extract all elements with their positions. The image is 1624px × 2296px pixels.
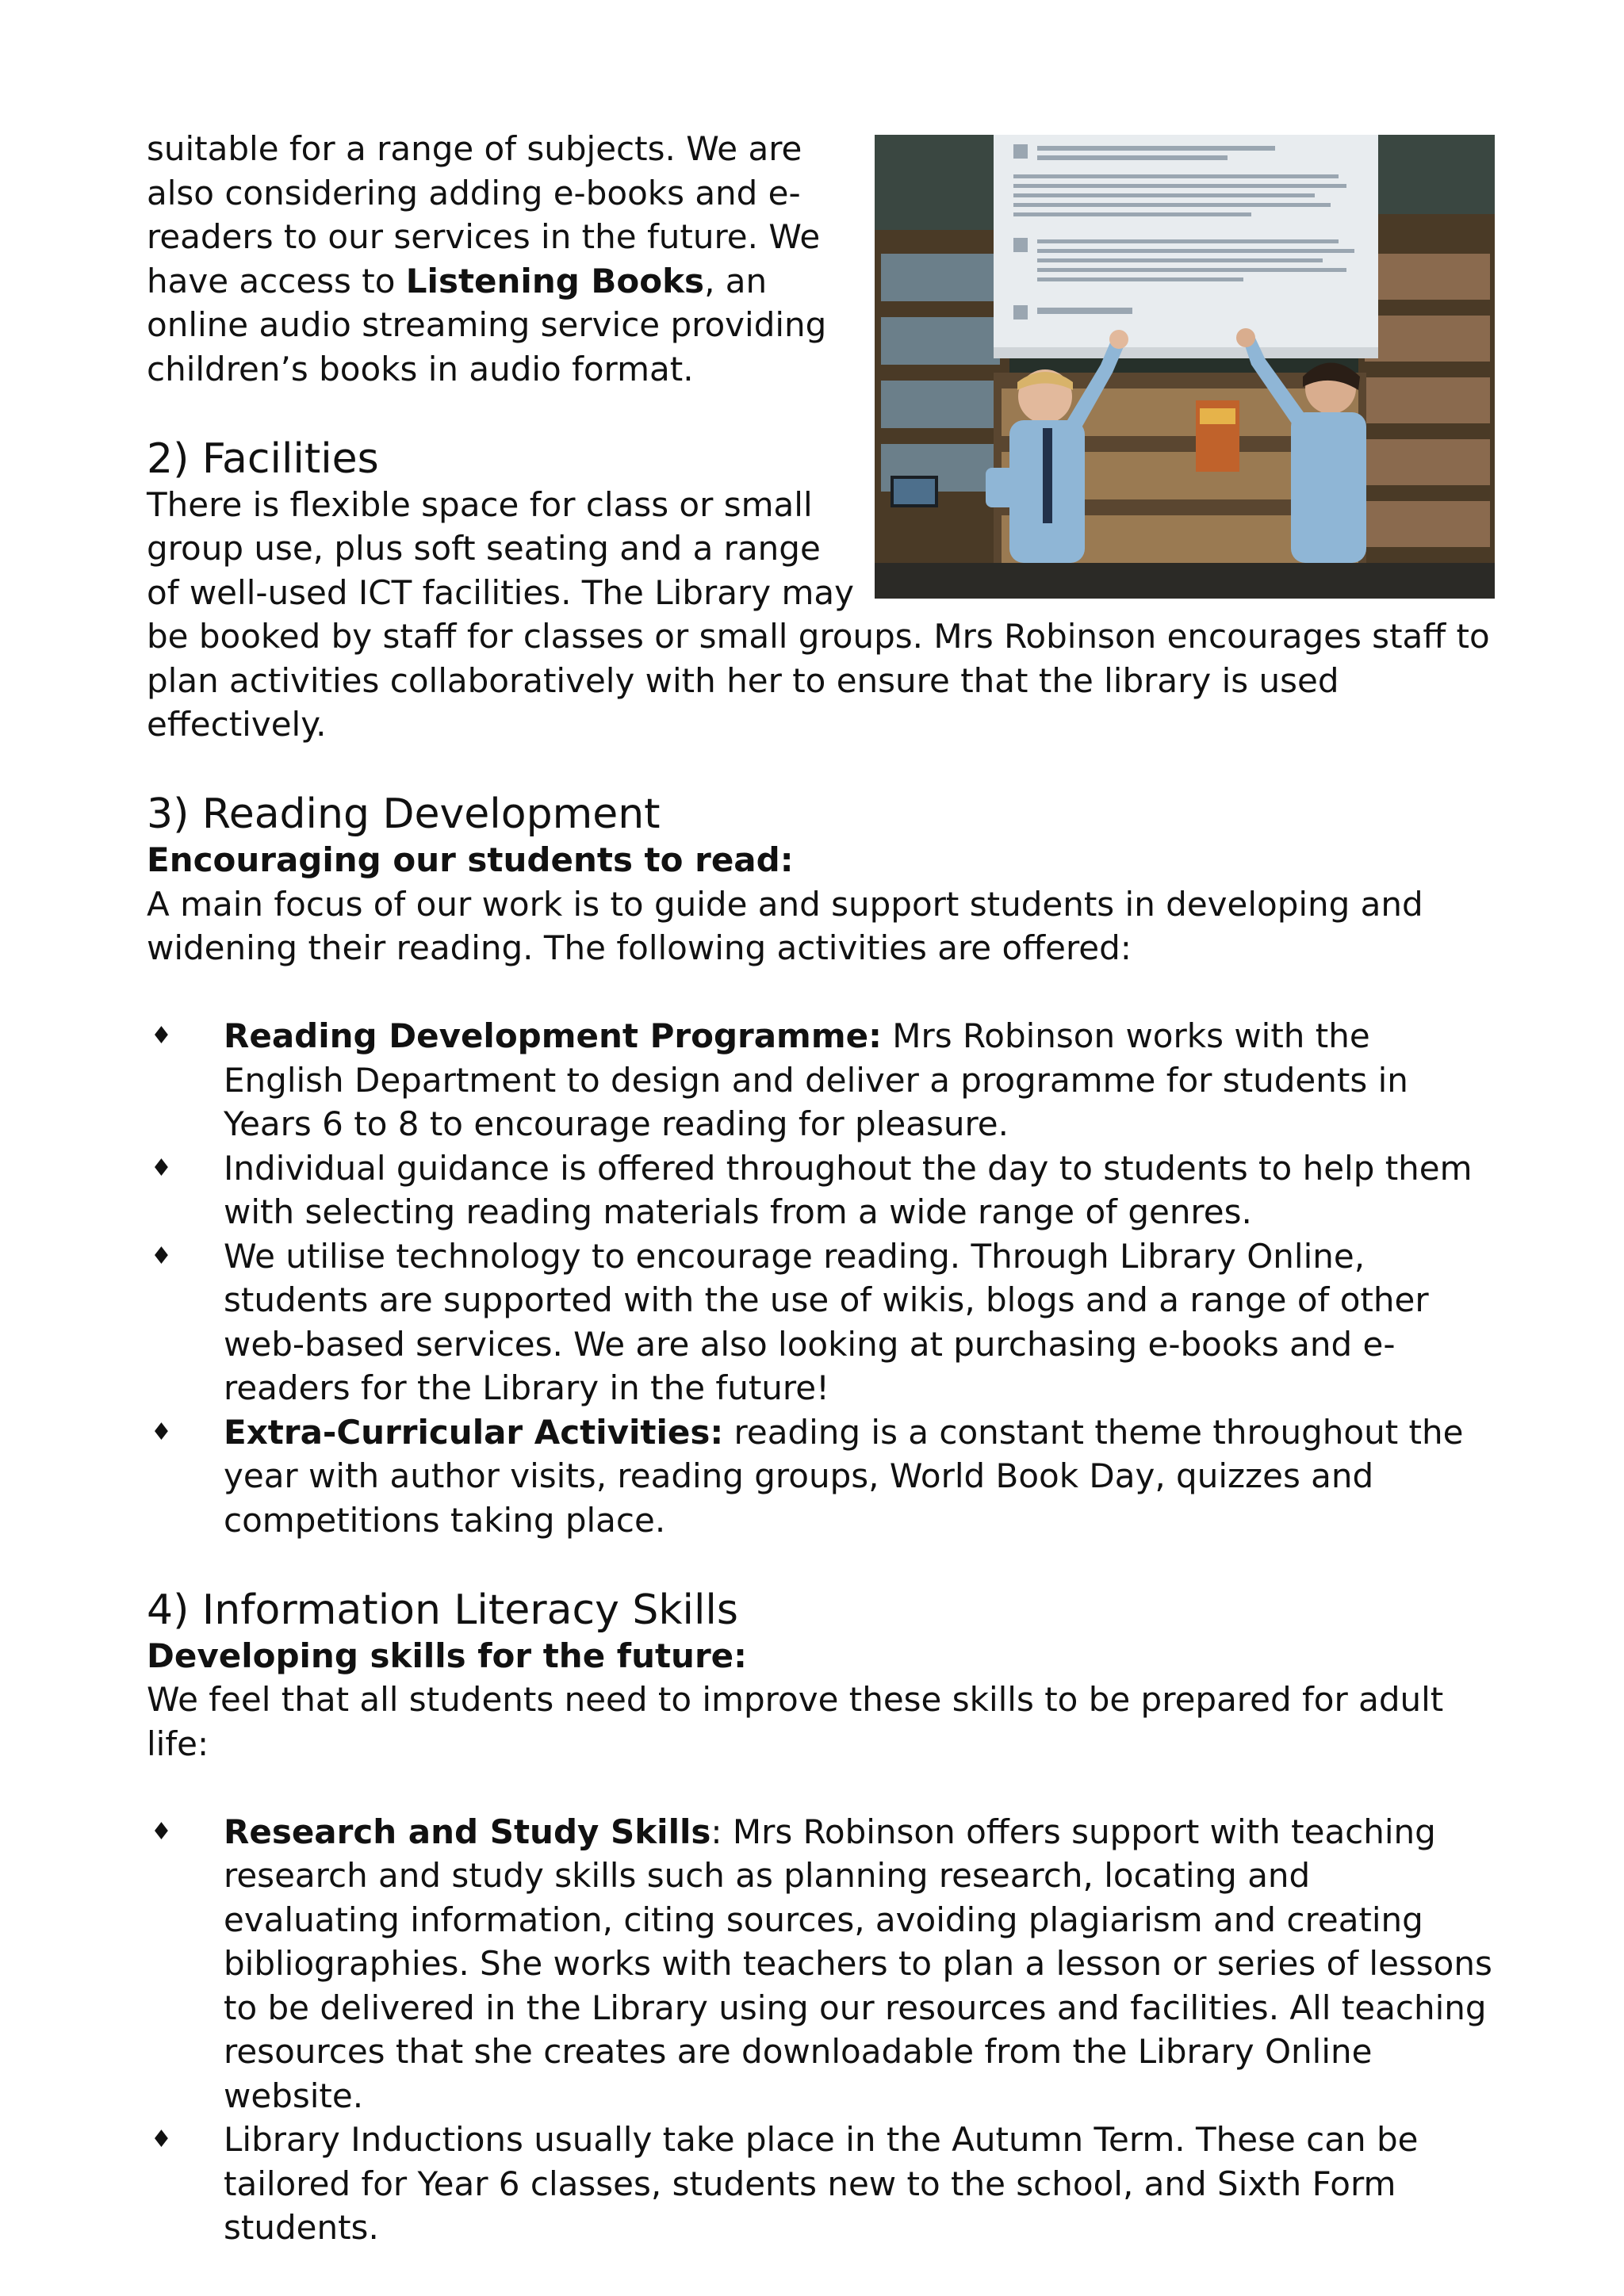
literacy-heading: 4) Information Literacy Skills xyxy=(147,1586,738,1634)
list-item-text: reading is a constant theme throughout the year with author visits, reading groups, World Book Day, quizzes and competitions taking place. xyxy=(224,1412,1464,1540)
library-photo xyxy=(875,135,1495,599)
literacy-skills-list xyxy=(147,1810,1495,2250)
literacy-subheading: Developing skills for the future: xyxy=(147,1636,747,1675)
spacer xyxy=(147,1542,1495,1586)
list-item-text: Individual guidance is offered throughout the day to students to help them with selecting reading materials from a wide range of genres. xyxy=(224,1148,1473,1231)
list-item xyxy=(147,1810,1495,2118)
list-item-text: Mrs Robinson works with the English Department to design and deliver a programme for students in Years 6 to 8 to encourage reading for pleasure. xyxy=(224,1016,1408,1143)
spacer xyxy=(147,970,1495,1015)
library-photo-illustration xyxy=(875,135,1495,599)
intro-text-before: suitable for a range of subjects. We are also considering adding e-books and e-readers to our services in the future. We have access to xyxy=(147,129,821,300)
list-item-text: We utilise technology to encourage reading. Through Library Online, students are supported with the use of wikis, blogs and a range of other web-based services. We are also looking at purchasing e-books and e-readers for the Library in the future! xyxy=(224,1236,1429,1407)
list-item xyxy=(147,1146,1495,1234)
diamond-bullet-icon: ♦ xyxy=(151,2126,172,2153)
list-item-bold: Research and Study Skills xyxy=(224,1812,711,1851)
list-item xyxy=(147,1014,1495,1146)
diamond-bullet-icon: ♦ xyxy=(151,1418,172,1446)
literacy-intro: We feel that all students need to improve these skills to be prepared for adult life: xyxy=(147,1680,1444,1763)
diamond-bullet-icon: ♦ xyxy=(151,1817,172,1846)
list-item xyxy=(147,1410,1495,1543)
list-item-bold: Extra-Curricular Activities: xyxy=(224,1412,724,1452)
list-item xyxy=(147,1234,1495,1410)
reading-subheading: Encouraging our students to read: xyxy=(147,840,794,879)
intro-text-after: , an online audio streaming service providing children’s books in audio format. xyxy=(147,261,827,388)
spacer xyxy=(147,1766,1495,1810)
list-item xyxy=(147,2118,1495,2250)
list-item-bold: Reading Development Programme: xyxy=(224,1016,882,1055)
facilities-heading: 2) Facilities xyxy=(147,434,379,483)
document-page xyxy=(147,127,1495,2250)
diamond-bullet-icon: ♦ xyxy=(151,1022,172,1050)
reading-activities-list xyxy=(147,1014,1495,1542)
facilities-paragraph: There is flexible space for class or small group use, plus soft seating and a range of well-used ICT facilities. The Library may be booked by staff for classes or small groups. Mrs Robinson encourages staff to plan activities collaboratively with her to ensure that the library is used effectively. xyxy=(147,484,1490,744)
list-item-text: Library Inductions usually take place in the Autumn Term. These can be tailored for Year 6 classes, students new to the school, and Sixth Form students. xyxy=(224,2120,1419,2247)
listening-books-bold: Listening Books xyxy=(405,261,705,300)
reading-intro: A main focus of our work is to guide and support students in developing and widening their reading. The following activities are offered: xyxy=(147,884,1423,967)
spacer xyxy=(147,747,1495,791)
diamond-bullet-icon: ♦ xyxy=(151,1242,172,1270)
diamond-bullet-icon: ♦ xyxy=(151,1154,172,1182)
list-item-text: : Mrs Robinson offers support with teaching research and study skills such as planning research, locating and evaluating information, citing sources, avoiding plagiarism and creating bibliographies. She works with teachers to plan a lesson or series of lessons to be delivered in the Library using our resources and facilities. All teaching resources that she creates are downloadable from the Library Online website. xyxy=(224,1812,1492,2115)
reading-heading: 3) Reading Development xyxy=(147,790,661,838)
